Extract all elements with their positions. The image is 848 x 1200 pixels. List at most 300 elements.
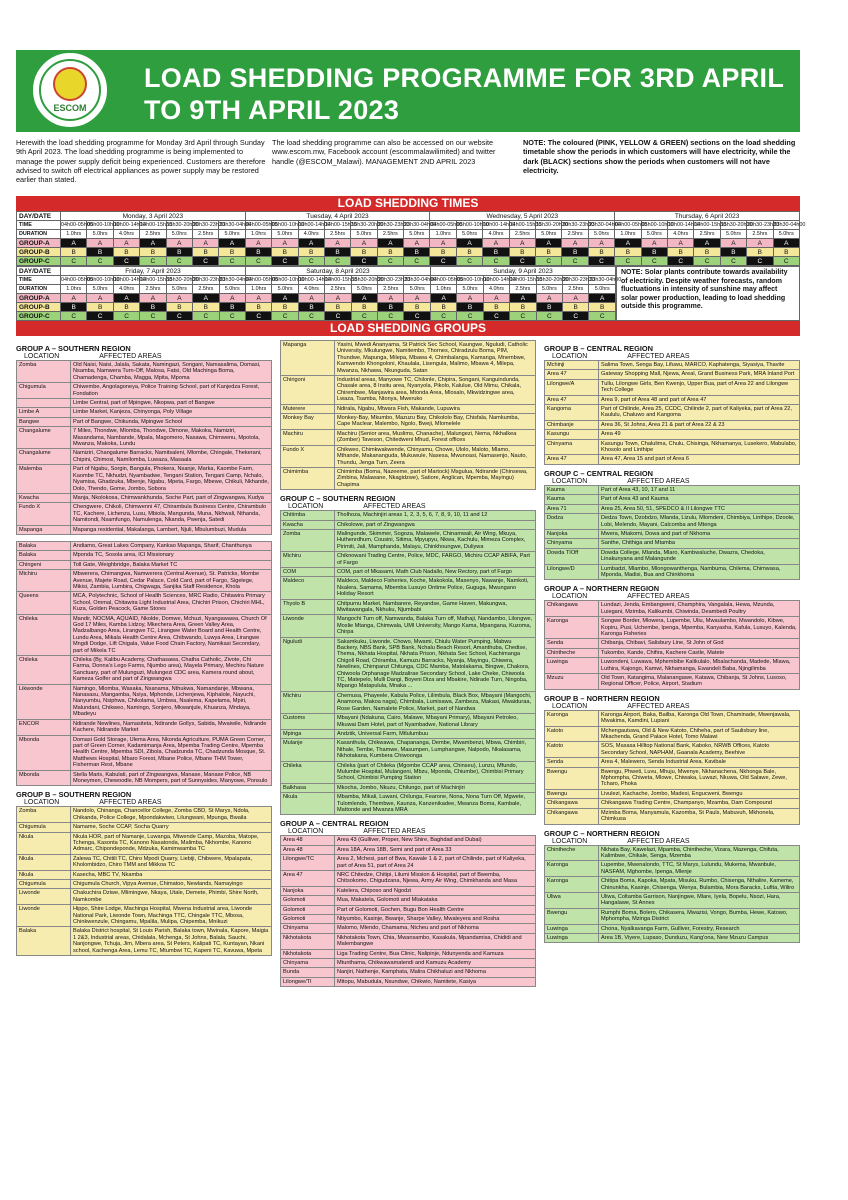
time-slot: 04h00-05h00 xyxy=(615,222,647,228)
time-slot: 04h00-05h00 xyxy=(61,277,93,283)
location-cell: Balaka xyxy=(17,551,71,560)
on-cell: B xyxy=(61,248,87,257)
location-cell: Golomoti xyxy=(281,905,335,914)
duration-cell: 2.5hrs xyxy=(140,285,166,294)
table-row xyxy=(545,514,800,530)
areas-cell: Mwera, Mtakomi, Dowa and part of Nkhoma xyxy=(599,529,800,538)
on-cell: C xyxy=(61,312,87,321)
location-cell: Bunda xyxy=(281,968,335,977)
areas-cell: Chikangawa Trading Centre, Champanyo, Mzamba, Dam Compound xyxy=(599,799,800,808)
off-cell: C xyxy=(588,257,614,266)
table-row xyxy=(17,541,272,550)
title-line-1: LOAD SHEDDING PROGRAMME FOR 3RD APRIL xyxy=(144,63,785,93)
location-cell: Kwacha xyxy=(17,493,71,502)
on-cell: C xyxy=(510,312,536,321)
on-cell: A xyxy=(245,239,271,248)
areas-cell: Area 25, Area 50, 51, SPEDCO & II Lilongwe TTC xyxy=(599,504,800,513)
off-cell: C xyxy=(325,312,351,321)
areas-cell: Monkey-Bay, Mkumbo, Mazuzu Bay, Chikololo Bay, Chisfala, Namkumba, Cape Maclear, Malembo, Ngolo, Bweji, Mlomelele xyxy=(335,414,536,430)
off-cell: B xyxy=(536,303,562,312)
group-label: GROUP-A xyxy=(17,294,61,303)
location-cell: Lilongwe/D xyxy=(545,564,599,580)
affected-heading: AFFECTED AREAS xyxy=(99,799,162,807)
table-row xyxy=(281,404,536,413)
table-row xyxy=(281,520,536,529)
duration-cell: 5.0hrs xyxy=(404,285,430,294)
day-header: Saturday, 8 April 2023 xyxy=(245,267,430,276)
duration-cell: 5.0hrs xyxy=(87,285,113,294)
off-cell: B xyxy=(166,248,192,257)
duration-cell: 2.5hrs xyxy=(192,230,218,239)
areas-cell: Tholhoza, Machinjiri areas 1, 2, 3, 5, 6, 7, 8, 9, 10, 11 and 12 xyxy=(335,511,536,520)
table-row xyxy=(545,892,800,908)
location-cell: Mapanga xyxy=(17,525,71,534)
table-row xyxy=(545,370,800,379)
location-cell: Zomba xyxy=(17,361,71,383)
areas-cell: Part of Ngabu, Sorgin, Bangula, Phokera, Nsanje, Marka, Kaombe Farm, Kaombe TC, Nkhudzi, Nyambadwe, Tengani Station, Tengani Camp, Nchalo, Nyamisa, Ghadzuka, Mbenje, Ngabu, Mpeta, Fargo, Mbewe, Chikuli, Nkhande, Dolo, Thendo, Gome, Jombo, Sobora xyxy=(71,465,272,494)
areas-cell: Tukombo, Kande, Chifira, Kachere Castle, Matete xyxy=(599,648,800,657)
on-cell: B xyxy=(351,303,377,312)
time-label: TIME xyxy=(17,276,61,285)
areas-cell: Andiamo, Great Lakes Company, Kankao Mapanga, Sharif, Chanthunya xyxy=(71,541,272,550)
on-cell: B xyxy=(193,303,219,312)
on-cell: A xyxy=(483,294,509,303)
areas-cell: Limbe Market, Kanjeza, Chinyonga, Poly Village xyxy=(71,408,272,417)
time-row xyxy=(17,276,616,285)
on-cell: B xyxy=(483,303,509,312)
header-banner xyxy=(16,50,800,132)
group-row xyxy=(17,248,800,257)
areas-cell: Lundazi, Jenda, Embangweni, Champhira, Vangalala, Hewa, Mzunda, Luiegani, Mzimba, Kalikumbi, Chiwinda, Deambedi Poultry xyxy=(599,601,800,617)
off-cell: C xyxy=(404,312,430,321)
on-cell: A xyxy=(87,239,113,248)
duration-cell: 1.0hrs xyxy=(245,285,271,294)
on-cell: C xyxy=(456,257,482,266)
on-cell: B xyxy=(667,248,693,257)
time-slot: 14h00-15h30 xyxy=(509,222,542,228)
table-row xyxy=(17,592,272,614)
table-row xyxy=(281,933,536,949)
off-cell: A xyxy=(615,239,641,248)
areas-cell: Area 1B, Viyere, Lupaso, Dunduzu, Kang'ona, New Mzuzu Campus xyxy=(599,933,800,942)
on-cell: A xyxy=(483,239,509,248)
escom-logo xyxy=(30,50,110,130)
table-row xyxy=(281,529,536,551)
areas-cell: Chileka (part of Chileka (Mgombe CCAP area, Chinseu), Lunzu, Mfundo, Mulumbe Hospital, Mulangeni, Mbzu, Mponda, Chiumbe), Chimbisi Primary School, Chimbisi Pumping Station xyxy=(335,761,536,783)
location-cell: Karonga xyxy=(545,877,599,893)
on-cell: A xyxy=(747,239,773,248)
affected-heading: AFFECTED AREAS xyxy=(363,503,426,511)
table-row xyxy=(545,379,800,395)
location-cell: Nguludi xyxy=(281,637,335,691)
location-cell: Chintheche xyxy=(545,845,599,861)
areas-cell: Chimimba (Boma, Nazeeme, part of Martock) Msgulua, Ndirande (Chinsewa, Zimbina, Malawane, Nkagidzwe), Satiore, Anglican, Mpemba, Mayingu) Chapima xyxy=(335,467,536,489)
table-row xyxy=(545,674,800,690)
duration-cell: 2.5hrs xyxy=(747,230,773,239)
duration-cell: 5.0hrs xyxy=(773,230,799,239)
duration-cell: 5.0hrs xyxy=(87,230,113,239)
table-row xyxy=(17,551,272,560)
duration-cell: 4.0hrs xyxy=(113,285,139,294)
table-row xyxy=(17,570,272,592)
location-cell: Chintheche xyxy=(545,648,599,657)
off-cell: C xyxy=(483,312,509,321)
table-row xyxy=(281,793,536,815)
time-slot: 20h30-23h30 xyxy=(747,222,779,228)
table-row xyxy=(545,420,800,429)
table-row xyxy=(17,854,272,870)
location-heading: LOCATION xyxy=(552,837,588,845)
location-cell: Malemba xyxy=(17,465,71,494)
location-cell: Chirigoni xyxy=(281,376,335,405)
table-row xyxy=(281,567,536,576)
duration-cell: 2.5hrs xyxy=(377,230,403,239)
on-cell: C xyxy=(61,257,87,266)
table-row xyxy=(545,639,800,648)
location-cell: Customs xyxy=(281,714,335,730)
group-label: GROUP-B xyxy=(17,303,61,312)
areas-cell: Dowda College, Mlanda, Mlaro, Kambwaluche, Dwazra, Chedoka, Linakunyana and Malangunde xyxy=(599,548,800,564)
areas-cell: Mangochi Turn off, Namwanda, Balaka Turn off, Mathaji, Nandambo, Lilongwe, Moslie Mtanga, Chimwala, UMI University, Mango Kama, Mpangana, Kuzoma, Chirpa xyxy=(335,615,536,637)
areas-cell: Lupembe, Mwenalondo, TTC, St Marys, Lulundu, Mukema, Mwanbule, NASFAM, Mghombe, Ipenga, Mlenje xyxy=(599,861,800,877)
table-row xyxy=(545,564,800,580)
group-column-headers xyxy=(280,828,536,835)
off-cell: C xyxy=(87,312,113,321)
location-heading: LOCATION xyxy=(24,799,60,807)
table-row xyxy=(281,949,536,958)
location-heading: LOCATION xyxy=(552,353,588,360)
off-cell: C xyxy=(747,257,773,266)
on-cell: A xyxy=(113,239,139,248)
on-cell: B xyxy=(325,303,351,312)
duration-cell: 2.5hrs xyxy=(562,230,588,239)
off-cell: C xyxy=(166,312,192,321)
on-cell: A xyxy=(404,294,430,303)
duration-cell: 1.0hrs xyxy=(61,230,87,239)
on-cell: A xyxy=(509,239,535,248)
location-cell: Thyolo B xyxy=(281,599,335,615)
areas-cell: Namingo, Mlomba, Wasaka, Nsanama, Nthukwa, Namandanje, Mbwana, Nanasasu, Mangamba, Nsiya, Mphonde, Lichenjewa, Kiphalole, Nayuchi, Nanyumbu, Nsiphwa, Chikolama, Umbwa, Nsalema, Kapelama, Mpiri, Malundani, Chikweo, Namingo, Sonjero, Mkwanjule, Khuanza, Mndaya, Mbadeyu xyxy=(71,684,272,719)
location-cell: Likwonde xyxy=(17,684,71,719)
day-header: Monday, 3 April 2023 xyxy=(61,212,246,221)
affected-heading: AFFECTED AREAS xyxy=(627,837,690,845)
group-row xyxy=(17,294,616,303)
group-row xyxy=(17,303,616,312)
group-row xyxy=(17,312,616,321)
table-row xyxy=(281,691,536,713)
areas-cell: Stella Maris, Kabulati, part of Zingwangwa, Manase, Manase Police, NB Moneymen, Chewoodle, NB Mompers, part of Sunnysides, Manyowe, Ponsulo xyxy=(71,770,272,786)
time-slot: 14h00-15h30 xyxy=(694,222,727,228)
table-row xyxy=(281,761,536,783)
off-cell: B xyxy=(140,303,166,312)
group-table xyxy=(544,600,800,689)
on-cell: C xyxy=(378,312,404,321)
off-cell: B xyxy=(404,248,430,257)
areas-cell: Mzimba Boma, Manyamula, Kazomba, St Pauls, Mabuvuh, Mkhonela, Chimkusa xyxy=(599,808,800,824)
affected-heading: AFFECTED AREAS xyxy=(627,593,690,601)
group-table xyxy=(544,710,800,825)
duration-cell: 5.0hrs xyxy=(351,285,377,294)
on-cell: B xyxy=(536,248,562,257)
areas-cell: Mkocha, Jombo, Nkuzu, Chilungo, part of Machinjiri xyxy=(335,783,536,792)
group-title: GROUP C – NORTHERN REGION xyxy=(544,828,660,838)
off-cell: B xyxy=(720,248,746,257)
areas-cell: Chileka (By, Kalibu Academy, Chathasawa, Chatha Catholic, Zivote, Chi Farma, Donna's Lego Farms, Njumbo area), Mayela Primary, Mechiru Nature Sanctuary, part of Mulunguzi, Mulungezi CDC area, Kamera round about, Kameza Golfer and part of Zingwangwa xyxy=(71,656,272,685)
off-cell: A xyxy=(536,239,562,248)
on-cell: B xyxy=(272,303,298,312)
solar-note: NOTE: Solar plants contribute towards availability of electricity. Despite weather forecasts, random fluctuations in intensity of sunshine may affect solar power production, leading to load shedding outside this programme. xyxy=(616,266,800,321)
areas-cell: Ntiyumbo, Kasinje, Bwanje, Sharpe Valley, Mwaleyera and Rosha xyxy=(335,915,536,924)
location-cell: Lilongwe/TC xyxy=(281,855,335,871)
location-cell: Liwonde xyxy=(17,889,71,905)
off-cell: A xyxy=(430,294,456,303)
table-row xyxy=(545,529,800,538)
duration-cell: 5.0hrs xyxy=(641,230,667,239)
duration-cell: 1.0hrs xyxy=(430,230,456,239)
day-label: DAY/DATE xyxy=(17,267,61,276)
title-line-2: TO 9TH APRIL 2023 xyxy=(144,95,400,125)
location-cell: Kasungu xyxy=(545,430,599,439)
location-cell: Kangoma xyxy=(545,405,599,421)
table-row xyxy=(17,493,272,502)
on-cell: B xyxy=(694,248,720,257)
table-row xyxy=(545,924,800,933)
areas-cell: Nkhata Bay, Kawelazi, Mpamba, Chintheche, Vizara, Mazenga, Chifuta, Kalimbwe, Chikale, Senga, Mzemba xyxy=(599,845,800,861)
location-cell: Machiru xyxy=(281,429,335,445)
duration-cell: 5.0hrs xyxy=(219,285,245,294)
table-row xyxy=(545,758,800,767)
duration-cell: 4.0hrs xyxy=(298,230,324,239)
day-label: DAY/DATE xyxy=(17,212,61,221)
duration-cell: 2.5hrs xyxy=(378,285,404,294)
table-row xyxy=(281,915,536,924)
table-row xyxy=(545,845,800,861)
on-cell: B xyxy=(140,248,166,257)
affected-heading: AFFECTED AREAS xyxy=(627,477,690,485)
on-cell: C xyxy=(272,312,298,321)
off-cell: C xyxy=(272,257,298,266)
location-cell: Area 47 xyxy=(545,370,599,379)
location-cell xyxy=(17,399,71,408)
time-slot: 15h30-20h30 xyxy=(351,222,384,228)
duration-cell: 1.0hrs xyxy=(430,285,456,294)
location-heading: LOCATION xyxy=(288,503,324,511)
areas-cell: Mapanga residential, Makalanga, Lambert, Njuli, Mbulumbuzi, Mudula xyxy=(71,525,272,534)
off-cell: A xyxy=(773,239,799,248)
on-cell: C xyxy=(536,257,562,266)
time-slot: 04h00-05h00 xyxy=(61,222,93,228)
duration-cell: 2.5hrs xyxy=(694,230,720,239)
duration-cell: 5.0hrs xyxy=(272,285,298,294)
on-cell: C xyxy=(219,312,245,321)
on-cell: C xyxy=(193,312,219,321)
table-row xyxy=(17,465,272,494)
table-row xyxy=(17,361,272,383)
on-cell: C xyxy=(113,312,139,321)
location-cell: Michiru xyxy=(281,552,335,568)
day-header: Tuesday, 4 April 2023 xyxy=(245,212,430,221)
areas-cell: Livulezi, Kachache, Jombo, Madesi, Engucweni, Bwengu xyxy=(599,789,800,798)
areas-cell: Namame, Soche CCAP, Socha Quarry xyxy=(71,823,272,832)
location-heading: LOCATION xyxy=(288,828,324,836)
location-cell: Nanjoka xyxy=(545,529,599,538)
on-cell: B xyxy=(747,248,773,257)
time-label: TIME xyxy=(17,221,61,230)
off-cell: A xyxy=(298,239,324,248)
time-slot: 20h30-23h30 xyxy=(378,277,410,283)
time-slot: 23h30-04h00 xyxy=(404,222,436,228)
duration-cell: 5.0hrs xyxy=(536,285,562,294)
time-slot: 10h00-14h00 xyxy=(298,277,331,283)
location-cell: Kwacha xyxy=(281,520,335,529)
location-cell: Bangwe xyxy=(17,417,71,426)
table-row xyxy=(545,439,800,455)
time-slot: 14h00-15h30 xyxy=(510,277,542,283)
on-cell: A xyxy=(563,294,589,303)
areas-cell: Area 9, part of Area 48 and part of Area 47 xyxy=(599,395,800,404)
table-row xyxy=(17,927,272,956)
areas-cell: Santhe, Chithiga and Mtamba xyxy=(599,539,800,548)
table-row xyxy=(545,742,800,758)
location-cell: Area 48 xyxy=(281,836,335,845)
table-row xyxy=(281,714,536,730)
table-row xyxy=(281,855,536,871)
table-row xyxy=(281,376,536,405)
on-cell: A xyxy=(667,239,693,248)
off-cell: A xyxy=(140,239,166,248)
areas-cell: Chemusa, Phayeele, Kabula Police, Lilimbula, Black Box, Mbayani (Mangochi, Anamona, Makoa naga), Chimbala, Lumisawa, Zambeza, Makasi, Mwaiduraa, Rose Garden, Namalete Police, Market, part of Nandwa xyxy=(335,691,536,713)
on-cell: C xyxy=(377,257,403,266)
areas-cell: Chikolowe, part of Zingwangwa xyxy=(335,520,536,529)
duration-cell: 2.5hrs xyxy=(140,230,166,239)
off-cell: C xyxy=(113,257,139,266)
on-cell: C xyxy=(483,257,509,266)
table-row xyxy=(17,770,272,786)
groups-heading: LOAD SHEDDING GROUPS xyxy=(16,321,800,336)
on-cell: B xyxy=(272,248,298,257)
location-cell: Mpinga xyxy=(281,729,335,738)
on-cell: B xyxy=(377,248,403,257)
areas-cell: Part of Area 43 and Kauma xyxy=(599,495,800,504)
areas-cell: Machiru (Senior area, Muslims, Chanache), Malungezi, Nema, Nkhalkea (Zomber) Taveson, Chitedweni Mhud, Forest offices xyxy=(335,429,536,445)
on-cell: B xyxy=(510,303,536,312)
areas-cell: Luwondeni, Luwawa, Mphembibe Kalikulalo, Mbalachanda, Madede, Mlawa, Luthira, Kajongo, Kamwi, Nkhamanga, Ewandeli Baba, Njingilimba xyxy=(599,658,800,674)
location-cell: Zomba xyxy=(17,807,71,823)
location-heading: LOCATION xyxy=(552,593,588,601)
location-cell: Maldeco xyxy=(281,577,335,599)
group-table xyxy=(544,845,800,944)
on-cell: A xyxy=(192,239,218,248)
duration-cell: 5.0hrs xyxy=(166,285,192,294)
areas-cell: Mandir, NOCMA, AQUAID, Nkolde, Domwe, Mchuzi, Nyangawawa, Church Of God 17 Miles, Kamba Lidzoy, Mkechera Area, Green Valley Area, Madzalbango Area, Lirangwe TC, Lirangwe Water Board and Health Centre, Lundu Area, Mikala Health Centre Area, Chibwando, Luwya Area, Lirangwe Mngdi Dodge, Lift Chigala, Value Food Chain Factory, Namikasi Secondary, part of Mikela TC xyxy=(71,614,272,655)
table-row xyxy=(17,399,272,408)
areas-cell: Mitopu, Mabudula, Nsundwe, Chikwio, Namitete, Kasiya xyxy=(335,977,536,986)
areas-cell: Area 2, Mchesi, part of Bwa, Kawale 1 & 2, part of Chilinde, part of Kaliyeka, part of Area 51, part of Area 24 xyxy=(335,855,536,871)
time-slot: 05h00-10h00 xyxy=(457,277,490,283)
on-cell: B xyxy=(589,303,616,312)
location-cell: Nkula xyxy=(17,832,71,854)
location-cell: Golomoti xyxy=(281,896,335,905)
location-cell: Chikangawa xyxy=(545,601,599,617)
on-cell: A xyxy=(641,239,667,248)
areas-cell: Songwe Border, Mlowera, Lupembe, Uliu, Mwaulambo, Mwandolo, Kibwe, Kopiru, Pusi, Uchembe, Ipenga, Mpemba, Kanyasha, Kafula, Lusuyo, Kalenda, Karonga Fisheries xyxy=(599,617,800,639)
location-cell: Changalume xyxy=(17,427,71,449)
table-row xyxy=(17,427,272,449)
on-cell: C xyxy=(773,257,799,266)
off-cell: C xyxy=(430,257,456,266)
time-slot: 10h00-14h00 xyxy=(483,277,516,283)
location-cell: Chigumula xyxy=(17,823,71,832)
time-slot: 20h30-23h30 xyxy=(192,222,225,228)
table-row xyxy=(281,615,536,637)
location-cell: Chikangawa xyxy=(545,808,599,824)
on-cell: C xyxy=(219,257,245,266)
location-cell: COM xyxy=(281,567,335,576)
areas-cell: Part of Golomoti, Gochen, Bugu Bon Health Centre xyxy=(335,905,536,914)
table-row xyxy=(281,577,536,599)
time-slot: 23h30-04h00 xyxy=(219,222,252,228)
off-cell: B xyxy=(483,248,509,257)
on-cell: B xyxy=(245,303,271,312)
areas-cell: Area 36, St Johns, Area 21 & part of Area 22 & 23 xyxy=(599,420,800,429)
duration-cell: 5.0hrs xyxy=(351,230,377,239)
areas-cell: Manja, Nkolokosa, Chimwankhunda, Soche Part, part of Zingwangwa, Kudya xyxy=(71,493,272,502)
areas-cell: Kasecha, MBC TV, Nkamba xyxy=(71,870,272,879)
areas-cell: Bwengu, Phweti, Luvu, Mhuju, Mwenye, Nkhanachena, Nkhonga Bale, Mphompha, Chiweta, Mlowe, Chiwaka, Luwazi, Nkuwa, Old Salawe, Zewe, Tcharo, Phoka xyxy=(599,767,800,789)
areas-cell: Mua, Makatela, Golomoti and Mtakataka xyxy=(335,896,536,905)
time-slot: 14h00-15h30 xyxy=(140,277,173,283)
duration-cell: 1.0hrs xyxy=(61,285,87,294)
on-cell: B xyxy=(404,303,430,312)
table-row xyxy=(281,896,536,905)
areas-cell: Tullu, Lilongwe Girls, Ben Kwenjo, Upper Bua, part of Area 22 and Lilongwe Tech College xyxy=(599,379,800,395)
location-cell: Bwengu xyxy=(545,908,599,924)
schedule-week-1 xyxy=(16,211,806,266)
areas-cell: Mbayani (Ndakuna, Cairo, Malawe, Mbayani Primary), Mbayani Petroleo, Mkuwai Dam Hotel, part of Nyambadwe, National Library xyxy=(335,714,536,730)
affected-heading: AFFECTED AREAS xyxy=(363,828,426,836)
time-slot: 14h00-15h30 xyxy=(325,277,357,283)
table-row xyxy=(281,552,536,568)
location-cell: Mbonda xyxy=(17,735,71,770)
time-slot: 20h30-23h30 xyxy=(193,277,225,283)
location-cell: Luwinga xyxy=(545,924,599,933)
duration-cell: 5.0hrs xyxy=(457,285,483,294)
table-row xyxy=(545,658,800,674)
areas-cell: Yasini, Mwedi Ananyama, St Patrick Sec School, Kaungwe, Nguludi, Catholic University, Mkulungwe, Namitembo, Thornes, Chiradzulu Boma, PIM, Thundwe, Mapunga, Milepa, Mbawa 4, Chimbalanga, Kamanga, Mnembwe, Kamwendo Khongoloni, Khaulala, Lisengula, Malimo, Mbawa 4, Milepa, Mwanza, Nkhawa, Nkunguda, Satan xyxy=(335,341,536,376)
group-table xyxy=(16,541,272,786)
areas-cell: Mbamba, Mikali, Luwani, Chilunga, Fearone, Nona, Nona Turn Off, Mgwete, Tulomlendo, Thembwe, Kaunza, Kanzenikadee, Mwanza Boma, Kambale, Mattonde and Mwanza MRA xyxy=(335,793,536,815)
duration-cell: 1.0hrs xyxy=(615,230,641,239)
location-cell: Area 47 xyxy=(545,395,599,404)
on-cell: B xyxy=(166,303,192,312)
logo-text: ESCOM xyxy=(53,103,87,113)
table-row xyxy=(281,729,536,738)
location-cell: Chileka xyxy=(17,614,71,655)
duration-cell: 4.0hrs xyxy=(483,285,509,294)
day-row xyxy=(17,212,800,221)
time-slot: 15h30-20h30 xyxy=(720,222,753,228)
on-cell: A xyxy=(562,239,588,248)
table-row xyxy=(281,783,536,792)
on-cell: B xyxy=(430,303,456,312)
on-cell: B xyxy=(113,248,139,257)
areas-cell: Mchengautuwa, Old & New Katoto, Chiheha, part of Saulisbury line, Mkachenda, Grand Palace Hotel, Tomo Malawi xyxy=(599,726,800,742)
time-slot: 05h00-10h00 xyxy=(272,222,304,228)
group-column-headers xyxy=(280,503,536,510)
location-cell: Nkula xyxy=(281,793,335,815)
group-title: GROUP A – NORTHERN REGION xyxy=(544,584,660,594)
off-cell: A xyxy=(510,294,536,303)
